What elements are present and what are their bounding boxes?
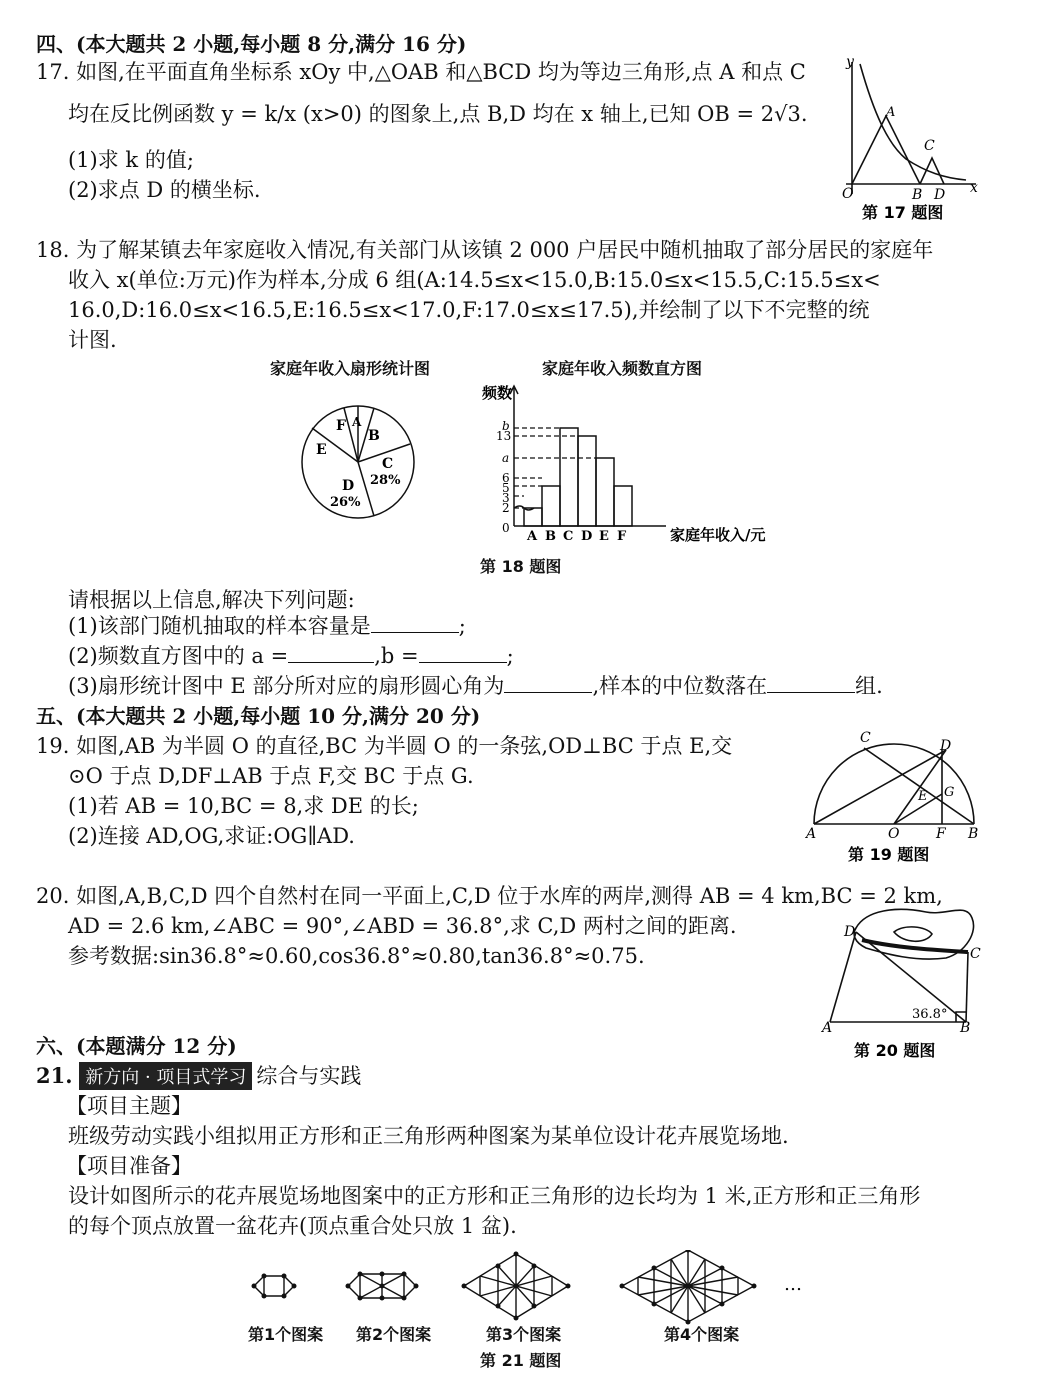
hist-cat-A: A bbox=[527, 529, 538, 544]
section6-title: 六、(本题满分 12 分) bbox=[36, 1034, 237, 1058]
hist-cat-D: D bbox=[581, 529, 593, 544]
hist-ytick-b: b bbox=[502, 419, 510, 433]
q20-label-C: C bbox=[970, 946, 981, 962]
q17-figure bbox=[826, 54, 986, 224]
sample-size-blank[interactable] bbox=[371, 614, 459, 633]
q18-sub2a-text: (2)频数直方图中的 a = bbox=[68, 644, 289, 668]
pie-label-A: A bbox=[352, 415, 362, 429]
hist-ytick-13: 13 bbox=[496, 429, 512, 443]
hist-cat-F: F bbox=[617, 529, 627, 544]
q20-caption: 第 20 题图 bbox=[854, 1041, 936, 1060]
q21-heading-prep: 【项目准备】 bbox=[66, 1154, 192, 1178]
q18-caption: 第 18 题图 bbox=[480, 557, 562, 576]
q18-line1: 18. 为了解某镇去年家庭收入情况,有关部门从该镇 2 000 户居民中随机抽取了部分居民的家庭年 bbox=[36, 238, 934, 262]
hist-ytick-5: 5 bbox=[502, 481, 510, 495]
q21-prep-text-1: 设计如图所示的花卉展览场地图案中的正方形和正三角形的边长均为 1 米,正方形和正三角形 bbox=[68, 1184, 921, 1208]
q21-fig2-label: 第2个图案 bbox=[356, 1325, 432, 1344]
q19-label-C: C bbox=[860, 730, 871, 746]
q17-label-x: x bbox=[970, 180, 978, 196]
q20-angle-label: 36.8° bbox=[912, 1007, 948, 1022]
q21-fig1-label: 第1个图案 bbox=[248, 1325, 324, 1344]
pie-label-C: C bbox=[382, 456, 394, 472]
q21-fig3-label: 第3个图案 bbox=[486, 1325, 562, 1344]
q18-line3: 16.0,D:16.0≤x<16.5,E:16.5≤x<17.0,F:17.0≤x≤17.5),并绘制了以下不完整的统 bbox=[68, 298, 870, 322]
q20-label-A: A bbox=[822, 1020, 833, 1036]
pie-pct-D: 26% bbox=[330, 495, 361, 510]
pie-label-F: F bbox=[336, 418, 346, 434]
q17-label-O: O bbox=[842, 186, 854, 202]
q20-line1: 20. 如图,A,B,C,D 四个自然村在同一平面上,C,D 位于水库的两岸,测得 AB = 4 km,BC = 2 km, bbox=[36, 884, 943, 908]
q19-label-A: A bbox=[806, 826, 817, 842]
hist-ytick-6: 6 bbox=[502, 471, 510, 485]
q18-line2: 收入 x(单位:万元)作为样本,分成 6 组(A:14.5≤x<15.0,B:15.0≤x<15.5,C:15.5≤x< bbox=[68, 268, 881, 292]
hist-ytick-0: 0 bbox=[502, 521, 510, 535]
q17-label-B: B bbox=[912, 187, 923, 203]
hist-ylabel: 频数 bbox=[482, 384, 513, 402]
q20-line2: AD = 2.6 km,∠ABC = 90°,∠ABD = 36.8°,求 C,D 两村之间的距离. bbox=[68, 914, 737, 938]
pie-chart bbox=[296, 392, 426, 522]
hist-ytick-a: a bbox=[502, 451, 510, 465]
hist-xlabel: 家庭年收入/元 bbox=[670, 526, 766, 544]
q18-sub3 bbox=[68, 670, 883, 700]
q19-sub1: (1)若 AB = 10,BC = 8,求 DE 的长; bbox=[68, 794, 419, 818]
q17-label-y: y bbox=[846, 54, 854, 70]
hist-ytick-3: 3 bbox=[502, 491, 510, 505]
q19-figure bbox=[800, 726, 990, 870]
pie-label-D: D bbox=[342, 478, 355, 494]
q18-sub2b-text: ,b = bbox=[374, 644, 419, 668]
q18-ask: 请根据以上信息,解决下列问题: bbox=[68, 588, 355, 612]
pie-title: 家庭年收入扇形统计图 bbox=[270, 359, 431, 378]
histogram bbox=[476, 380, 796, 550]
section4-title: 四、(本大题共 2 小题,每小题 8 分,满分 16 分) bbox=[36, 32, 467, 56]
q17-label-D: D bbox=[934, 187, 946, 203]
q20-figure bbox=[816, 900, 986, 1064]
q17-line2: 均在反比例函数 y = k/x (x>0) 的图象上,点 B,D 均在 x 轴上,已知 OB = 2√3. bbox=[68, 102, 808, 126]
q21-number: 21. bbox=[36, 1063, 73, 1088]
q21-fig4-label: 第4个图案 bbox=[664, 1325, 740, 1344]
b-blank[interactable] bbox=[419, 644, 507, 663]
q21-theme-text: 班级劳动实践小组拟用正方形和正三角形两种图案为某单位设计花卉展览场地. bbox=[68, 1124, 789, 1148]
hist-ytick-2: 2 bbox=[502, 501, 510, 515]
q18-sub1-text: (1)该部门随机抽取的样本容量是 bbox=[68, 614, 371, 638]
q18-sub1: (1)该部门随机抽取的样本容量是 ; bbox=[68, 614, 466, 638]
q20-line3: 参考数据:sin36.8°≈0.60,cos36.8°≈0.80,tan36.8°≈0.75. bbox=[68, 944, 645, 968]
median-group-blank[interactable] bbox=[767, 674, 855, 693]
angle-blank[interactable] bbox=[504, 674, 592, 693]
q17-label-A: A bbox=[886, 105, 896, 120]
pie-label-E: E bbox=[316, 442, 327, 458]
q21-title: 综合与实践 bbox=[256, 1064, 362, 1088]
q18-sub3b-text: ,样本的中位数落在 bbox=[592, 674, 768, 698]
q19-caption: 第 19 题图 bbox=[848, 845, 930, 864]
q19-label-B: B bbox=[968, 826, 979, 842]
q21-header bbox=[36, 1060, 361, 1090]
q19-label-G: G bbox=[944, 785, 955, 800]
hist-cat-E: E bbox=[599, 529, 609, 544]
q18-sub3c-text: 组. bbox=[855, 674, 883, 698]
q21-heading-theme: 【项目主题】 bbox=[66, 1094, 192, 1118]
q17-line1: 17. 如图,在平面直角坐标系 xOy 中,△OAB 和△BCD 均为等边三角形,点 A 和点 C bbox=[36, 60, 806, 84]
q18-sub3a-text: (3)扇形统计图中 E 部分所对应的扇形圆心角为 bbox=[68, 674, 505, 698]
section5-title: 五、(本大题共 2 小题,每小题 10 分,满分 20 分) bbox=[36, 704, 481, 728]
a-blank[interactable] bbox=[288, 644, 374, 663]
q21-caption: 第 21 题图 bbox=[480, 1351, 562, 1370]
q19-line1: 19. 如图,AB 为半圆 O 的直径,BC 为半圆 O 的一条弦,OD⊥BC 于点 E,交 bbox=[36, 734, 733, 758]
q19-label-D: D bbox=[940, 738, 952, 754]
q18-line4: 计图. bbox=[68, 328, 117, 352]
q20-label-B: B bbox=[960, 1020, 971, 1036]
q19-label-F: F bbox=[936, 826, 946, 842]
q17-label-C: C bbox=[924, 138, 935, 154]
q21-ellipsis: … bbox=[784, 1274, 802, 1295]
q19-sub2: (2)连接 AD,OG,求证:OG∥AD. bbox=[68, 824, 355, 848]
q21-prep-text-2: 的每个顶点放置一盆花卉(顶点重合处只放 1 盆). bbox=[68, 1214, 517, 1238]
hist-cat-B: B bbox=[545, 529, 556, 544]
q19-label-O: O bbox=[888, 826, 900, 842]
pie-pct-C: 28% bbox=[370, 473, 401, 488]
pie-label-B: B bbox=[368, 428, 380, 444]
q21-tag: 新方向 · 项目式学习 bbox=[79, 1062, 252, 1090]
q17-sub1: (1)求 k 的值; bbox=[68, 148, 194, 172]
q17-sub2: (2)求点 D 的横坐标. bbox=[68, 178, 261, 202]
hist-cat-C: C bbox=[563, 529, 574, 544]
q17-caption: 第 17 题图 bbox=[862, 203, 944, 222]
q19-line2: ⊙O 于点 D,DF⊥AB 于点 F,交 BC 于点 G. bbox=[68, 764, 474, 788]
q19-label-E: E bbox=[918, 789, 928, 804]
hist-title: 家庭年收入频数直方图 bbox=[542, 359, 703, 378]
q18-sub2: (2)频数直方图中的 a = ,b = ; bbox=[68, 644, 514, 668]
q20-label-D: D bbox=[844, 924, 856, 940]
